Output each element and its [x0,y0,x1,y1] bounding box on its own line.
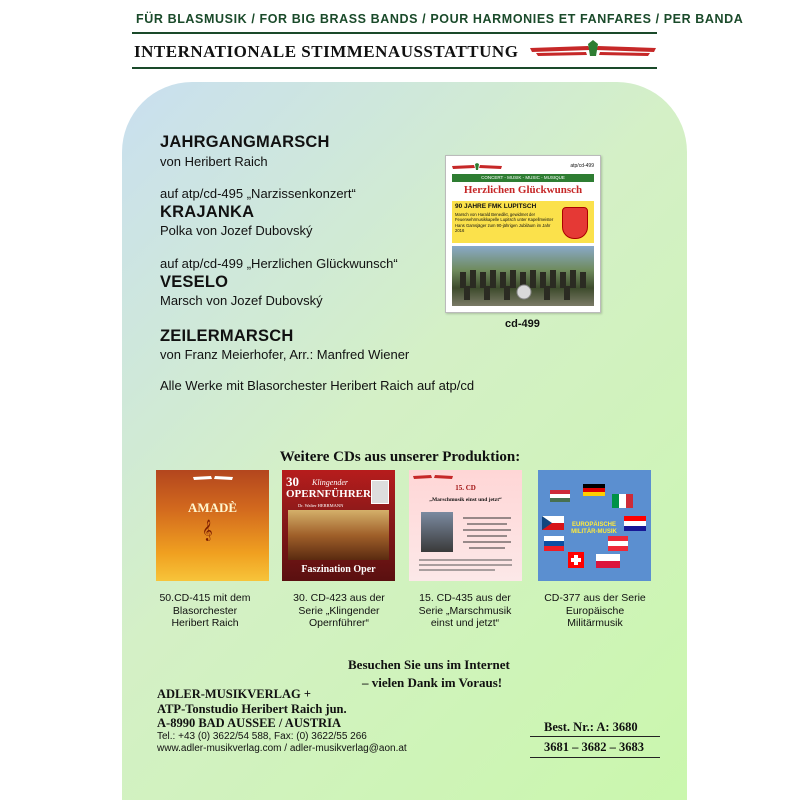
text-block-icon [459,514,515,552]
all-works-note: Alle Werke mit Blasorchester Heribert Raich auf atp/cd [160,378,475,393]
thumbnail-number: 30 [286,474,299,489]
band-photo-figures [452,246,594,306]
cover-catalog: atp/cd-499 [570,163,594,169]
opera-house-image [288,510,389,560]
thumbnail-label [140,592,270,630]
more-cds-heading: Weitere CDs aus unserer Produktion: [279,449,521,465]
label-line: Blasorchester [172,604,238,617]
cd-thumbnail-415[interactable] [156,470,269,581]
thumbnail-title: OPERNFÜHRER [286,488,371,500]
work-subtitle: Marsch von Jozef Dubovský [160,293,323,308]
label-line: einst und jetzt“ [430,617,500,629]
cd-thumbnail-435[interactable] [409,470,522,581]
flag-hungary-icon [550,490,570,502]
address-line-3: A-8990 BAD AUSSEE / AUSTRIA [157,716,342,730]
treble-clef-icon: 𝄞 [202,520,213,540]
label-line: Militärmusik [567,617,623,629]
work-subtitle: von Franz Meierhofer, Arr.: Manfred Wiener [160,347,410,362]
order-rule [530,736,660,737]
cd-thumbnail-423[interactable] [282,470,395,581]
cover-box-heading: 90 JAHRE FMK LUPITSCH [455,203,537,210]
address-line-1: ADLER-MUSIKVERLAG + [157,687,312,701]
label-line: 50.CD-415 mit dem [159,592,251,604]
visit-line-1: Besuchen Sie uns im Internet [348,657,510,672]
tagline: FÜR BLASMUSIK / FOR BIG BRASS BANDS / POUR HARMONIES ET FANFARES / PER BANDA [136,12,744,26]
label-line: 15. CD-435 aus der [419,592,511,604]
header-rule-bottom [132,67,657,69]
cover-header [452,162,594,172]
thumbnail-top-text: Klingender [312,478,348,487]
band-photo [452,246,594,306]
thumbnail-label [400,592,530,630]
thumbnail-label [530,592,660,630]
flag-italy-icon [612,494,633,508]
cover-title: Herzlichen Glückwunsch [463,184,583,196]
eagle-wing-logo-icon [413,474,453,480]
label-line: 30. CD-423 aus der [293,592,385,604]
flag-slovakia-icon [544,536,564,551]
album-note: auf atp/cd-495 „Narzissenkonzert“ [160,186,356,201]
publisher-address [157,687,407,755]
cover-strip: CONCERT - MUSIK - MUSIC - MUSIQUE [452,174,594,182]
flag-croatia-icon [624,516,646,531]
label-line: CD-377 aus der Serie [544,592,646,604]
thumbnail-title: „Marschmusik einst und jetzt“ [429,497,502,503]
flag-switzerland-icon [568,552,584,568]
work-title-jahrgangmarsch: JAHRGANGMARSCH [160,133,330,151]
thumbnail-title: AMADÈ [187,500,238,515]
address-web[interactable]: www.adler-musikverlag.com / adler-musikverlag@aon.at [157,742,407,754]
visit-line-2: – vielen Dank im Voraus! [362,675,503,690]
work-title-krajanka: KRAJANKA [160,203,255,221]
order-rule [530,757,660,758]
label-line: Serie „Marschmusik [418,604,512,617]
thumbnail-label [274,592,404,630]
portrait-icon [421,512,453,552]
portrait-icon [371,480,389,504]
album-note: auf atp/cd-499 „Herzlichen Glückwunsch“ [160,256,398,271]
label-line: Opernführer“ [308,617,370,629]
series-title: INTERNATIONALE STIMMENAUSSTATTUNG [134,42,519,61]
text-block-icon [415,556,516,574]
flag-czech-icon [542,516,564,530]
cd-cover-499[interactable] [445,155,601,313]
work-subtitle: von Heribert Raich [160,154,268,169]
eagle-wing-logo-icon [528,40,658,60]
work-subtitle: Polka von Jozef Dubovský [160,223,313,238]
flag-poland-icon [596,554,620,568]
order-line-1: Best. Nr.: A: 3680 [544,720,638,734]
thumbnail-bottom-text: Faszination Oper [301,564,376,575]
thumbnail-author: Dr. Walter HERRMANN [298,503,344,508]
eagle-wing-logo-icon [452,163,502,171]
flag-austria-icon [608,536,628,551]
address-line-2: ATP-Tonstudio Heribert Raich jun. [157,701,347,716]
work-title-veselo: VESELO [160,273,229,291]
thumbnail-title: EUROPÄISCHE MILITÄR-MUSIK [571,522,617,535]
header-rule-top [132,32,657,34]
cover-caption: cd-499 [505,318,540,330]
work-title-zeilermarsch: ZEILERMARSCH [160,327,294,345]
order-line-2: 3681 – 3682 – 3683 [544,740,644,754]
label-line: Europäische [565,604,625,617]
crest-icon [562,207,588,239]
flag-germany-icon [583,484,605,496]
thumbnail-number: 15. CD [455,484,476,492]
cover-info-box [452,201,594,243]
address-phone: Tel.: +43 (0) 3622/54 588, Fax: (0) 3622/55 266 [157,730,367,742]
cover-box-text: Marsch von Harald Benedikt, gewidmet der Feuerwehrmusikkapelle Lupitsch unter Kapellmeister Hans Gamsjäger zum 90-jährigen Jubiläum im Jahr 2016 [455,212,554,234]
cd-thumbnail-377[interactable] [538,470,651,581]
label-line: Serie „Klingender [298,604,380,617]
label-line: Heribert Raich [171,617,239,629]
eagle-wing-logo-icon [193,475,233,481]
